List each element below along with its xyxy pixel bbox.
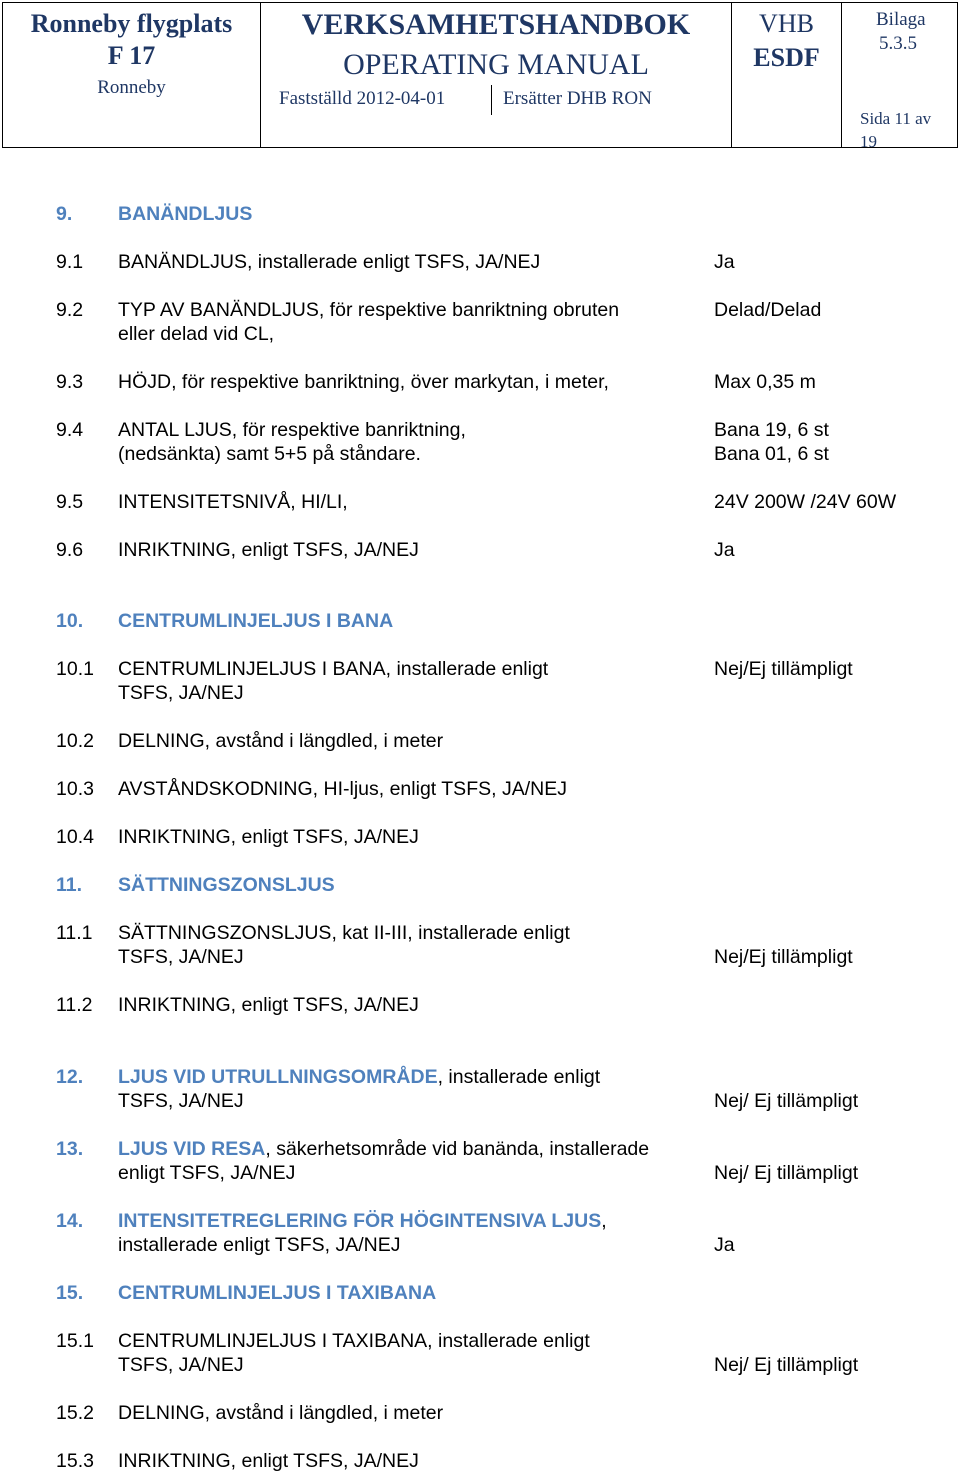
location: Ronneby bbox=[97, 77, 166, 98]
item-value: Nej/Ej tillämpligt bbox=[714, 946, 853, 968]
item-value: Nej/ Ej tillämpligt bbox=[714, 1354, 859, 1376]
item-number: 10.4 bbox=[56, 826, 94, 848]
item-number: 15.3 bbox=[56, 1450, 94, 1472]
section-number: 14. bbox=[56, 1210, 84, 1232]
section-title: CENTRUMLINJELJUS I BANA bbox=[118, 610, 394, 632]
item-text-cont: eller delad vid CL, bbox=[118, 323, 275, 345]
section-title: CENTRUMLINJELJUS I TAXIBANA bbox=[118, 1282, 437, 1304]
section-number: 13. bbox=[56, 1138, 84, 1160]
section-title-rest: , bbox=[601, 1210, 607, 1232]
section-number: 12. bbox=[56, 1066, 84, 1088]
item-text: INRIKTNING, enligt TSFS, JA/NEJ bbox=[118, 826, 419, 848]
vhb-label: VHB bbox=[759, 9, 814, 38]
section-title-line bbox=[118, 1137, 708, 1161]
esdf-label: ESDF bbox=[753, 43, 820, 72]
item-text: SÄTTNINGSZONSLJUS, kat II-III, installerade enligt bbox=[118, 922, 570, 944]
section-title: INTENSITETREGLERING FÖR HÖGINTENSIVA LJUS bbox=[118, 1210, 602, 1232]
item-number: 10.3 bbox=[56, 778, 94, 800]
item-text: INRIKTNING, enligt TSFS, JA/NEJ bbox=[118, 539, 419, 561]
item-text-cont: TSFS, JA/NEJ bbox=[118, 682, 244, 704]
established-date: Fastställd 2012-04-01 bbox=[279, 88, 446, 109]
airport-name: Ronneby flygplats bbox=[30, 9, 233, 38]
header-title-cell bbox=[261, 3, 732, 147]
item-value: 24V 200W /24V 60W bbox=[714, 491, 897, 513]
item-text: CENTRUMLINJELJUS I BANA, installerade enligt bbox=[118, 658, 549, 680]
item-number: 15.2 bbox=[56, 1402, 94, 1424]
section-number: 9. bbox=[56, 203, 73, 225]
section-title: LJUS VID UTRULLNINGSOMRÅDE bbox=[118, 1066, 438, 1088]
item-text-cont: installerade enligt TSFS, JA/NEJ bbox=[118, 1234, 401, 1256]
item-text-cont: TSFS, JA/NEJ bbox=[118, 1354, 244, 1376]
item-number: 10.2 bbox=[56, 730, 94, 752]
item-text: DELNING, avstånd i längdled, i meter bbox=[118, 1402, 444, 1424]
page-number-line2: 19 bbox=[860, 132, 877, 151]
section-number: 11. bbox=[56, 874, 83, 896]
item-text: DELNING, avstånd i längdled, i meter bbox=[118, 730, 444, 752]
item-text-cont: TSFS, JA/NEJ bbox=[118, 1090, 244, 1112]
item-number: 11.2 bbox=[56, 994, 93, 1016]
item-text: INRIKTNING, enligt TSFS, JA/NEJ bbox=[118, 994, 419, 1016]
item-number: 15.1 bbox=[56, 1330, 94, 1352]
item-value: Nej/Ej tillämpligt bbox=[714, 658, 853, 680]
header-dates-row bbox=[261, 85, 731, 115]
item-text: TYP AV BANÄNDLJUS, för respektive banriktning obruten bbox=[118, 299, 620, 321]
manual-title: OPERATING MANUAL bbox=[343, 48, 649, 81]
item-text: AVSTÅNDSKODNING, HI-ljus, enligt TSFS, JA/NEJ bbox=[118, 778, 567, 800]
item-value: Delad/Delad bbox=[714, 299, 822, 321]
item-number: 10.1 bbox=[56, 658, 94, 680]
section-title: BANÄNDLJUS bbox=[118, 203, 253, 225]
item-text: HÖJD, för respektive banriktning, över markytan, i meter, bbox=[118, 371, 609, 393]
item-number: 9.4 bbox=[56, 419, 84, 441]
item-text-cont: enligt TSFS, JA/NEJ bbox=[118, 1162, 296, 1184]
header-divider bbox=[491, 85, 492, 115]
item-text: INTENSITETSNIVÅ, HI/LI, bbox=[118, 491, 348, 513]
page-number-line1: Sida 11 av bbox=[860, 109, 932, 128]
page-number bbox=[860, 107, 956, 153]
item-value: Ja bbox=[714, 1234, 735, 1256]
item-number: 9.5 bbox=[56, 491, 84, 513]
section-title-line bbox=[118, 1209, 708, 1233]
header-page-cell bbox=[842, 3, 957, 151]
item-text: CENTRUMLINJELJUS I TAXIBANA, installerade enligt bbox=[118, 1330, 590, 1352]
section-number: 15. bbox=[56, 1282, 84, 1304]
item-value: Nej/ Ej tillämpligt bbox=[714, 1090, 859, 1112]
item-value: Ja bbox=[714, 251, 735, 273]
section-title: LJUS VID RESA bbox=[118, 1138, 266, 1160]
item-value: Nej/ Ej tillämpligt bbox=[714, 1162, 859, 1184]
document-header bbox=[2, 2, 958, 151]
section-title-rest: , installerade enligt bbox=[437, 1066, 601, 1088]
item-value: Bana 19, 6 st bbox=[714, 419, 829, 441]
item-text-cont: (nedsänkta) samt 5+5 på ståndare. bbox=[118, 443, 421, 465]
unit-name: F 17 bbox=[107, 41, 156, 70]
item-text: ANTAL LJUS, för respektive banriktning, bbox=[118, 419, 466, 441]
item-value-cont: Bana 01, 6 st bbox=[714, 443, 829, 465]
replaces-text: Ersätter DHB RON bbox=[503, 88, 652, 109]
item-value: Max 0,35 m bbox=[714, 371, 816, 393]
section-number: 10. bbox=[56, 610, 84, 632]
handbook-title: VERKSAMHETSHANDBOK bbox=[301, 8, 691, 41]
header-code-cell bbox=[732, 3, 842, 147]
header-airport-cell bbox=[3, 3, 261, 147]
section-title-line bbox=[118, 1065, 708, 1089]
item-text-cont: TSFS, JA/NEJ bbox=[118, 946, 244, 968]
item-number: 9.2 bbox=[56, 299, 84, 321]
bilaga-number: 5.3.5 bbox=[879, 33, 917, 54]
item-text: INRIKTNING, enligt TSFS, JA/NEJ bbox=[118, 1450, 419, 1472]
section-title-rest: , säkerhetsområde vid banända, installerade bbox=[265, 1138, 650, 1160]
item-text: BANÄNDLJUS, installerade enligt TSFS, JA/NEJ bbox=[118, 251, 541, 273]
item-value: Ja bbox=[714, 539, 735, 561]
item-number: 9.6 bbox=[56, 539, 84, 561]
item-number: 11.1 bbox=[56, 922, 93, 944]
item-number: 9.3 bbox=[56, 371, 84, 393]
section-title: SÄTTNINGSZONSLJUS bbox=[118, 874, 335, 896]
bilaga-label: Bilaga bbox=[876, 9, 926, 30]
item-number: 9.1 bbox=[56, 251, 84, 273]
